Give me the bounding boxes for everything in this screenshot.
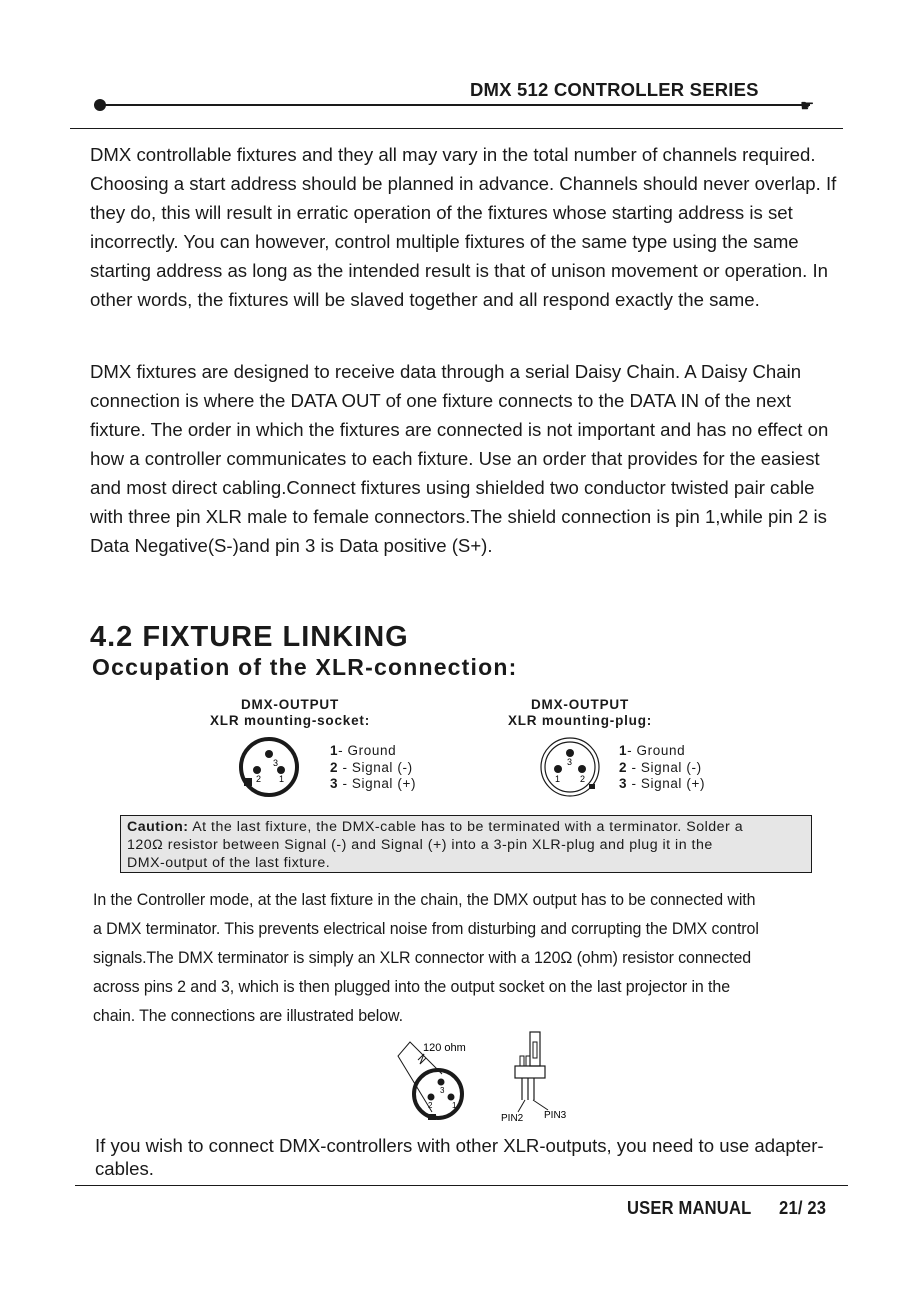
socket-pin-row: 1- Ground: [330, 743, 397, 758]
socket-heading-line2: XLR mounting-socket:: [210, 713, 370, 728]
terminator-pin-label-1: 1: [452, 1101, 457, 1110]
plug-heading-line1: DMX-OUTPUT: [531, 697, 629, 712]
caution-line-1: Caution: At the last fixture, the DMX-cable has to be terminated with a terminator. Solder a: [127, 819, 744, 835]
socket-pin-row: 3 - Signal (+): [330, 776, 417, 791]
plug-heading: [500, 697, 660, 729]
header-title: DMX 512 CONTROLLER SERIES: [470, 79, 759, 100]
socket-pin-label-1: 1: [279, 774, 285, 784]
xlr-plug-icon: [537, 734, 603, 800]
pin2-label: PIN2: [501, 1113, 524, 1124]
caution-box: [120, 815, 812, 873]
plug-heading-line2: XLR mounting-plug:: [507, 713, 653, 728]
plug-pin-list: [619, 743, 705, 793]
plug-pin-row: 1- Ground: [619, 743, 686, 758]
header-rule: [70, 128, 843, 129]
caution-line-3: DMX-output of the last fixture.: [127, 855, 331, 871]
plug-pin-row: 2 - Signal (-): [619, 759, 702, 775]
body-paragraph-4: If you wish to connect DMX-controllers with other XLR-outputs, you need to use adapter-cables.: [95, 1135, 824, 1179]
socket-pin-label-3: 3: [273, 758, 279, 768]
plug-pin-label-1: 1: [555, 774, 561, 784]
terminator-pin-label-2: 2: [428, 1101, 433, 1110]
footer: [627, 1198, 826, 1219]
resistor-label: 120 ohm: [423, 1042, 466, 1054]
footer-rule: [75, 1185, 848, 1186]
body-paragraph-3: In the Controller mode, at the last fixture in the chain, the DMX output has to be connected with a DMX terminator. This prevents electrical noise from disturbing and corrupting the DMX control signals.The DMX terminator is simply an XLR connector with a 120Ω (ohm) resistor connected across pins 2 and 3, which is then plugged into the output socket on the last projector in the chain. The connections are illustrated below.: [93, 890, 759, 1025]
plug-pin-label-2: 2: [580, 774, 586, 784]
terminator-pin-label-3: 3: [440, 1086, 445, 1095]
body-paragraph-2: DMX fixtures are designed to receive data through a serial Daisy Chain. A Daisy Chain connection is where the DATA OUT of one fixture connects to the DATA IN of the next fixture. The order in which the fixtures are connected is not important and has no effect on how a controller communicates to each fixture. Use an order that provides for the easiest and most direct cabling.Connect fixtures using shielded two conductor twisted pair cable with three pin XLR male to female connectors.The shield connection is pin 1,while pin 2 is Data Negative(S-)and pin 3 is Data positive (S+).: [90, 361, 829, 556]
section-title: 4.2 FIXTURE LINKING: [90, 621, 409, 653]
socket-pin-list: [330, 743, 416, 793]
caution-label: Caution:: [127, 819, 189, 835]
caution-line-2: 120Ω resistor between Signal (-) and Signal (+) into a 3-pin XLR-plug and plug it in the: [127, 837, 713, 853]
header-divider: [100, 104, 810, 106]
section-subtitle: Occupation of the XLR-connection:: [92, 654, 518, 680]
socket-pin-label-2: 2: [256, 774, 262, 784]
footer-manual-label: USER MANUAL: [627, 1198, 752, 1218]
socket-heading-line1: DMX-OUTPUT: [241, 697, 339, 712]
xlr-socket-icon: [236, 734, 302, 800]
footer-page-number: 21/ 23: [779, 1198, 827, 1218]
socket-pin-row: 2 - Signal (-): [330, 759, 413, 775]
pointing-hand-icon: ☛: [800, 98, 815, 115]
plug-pin-row: 3 - Signal (+): [619, 776, 706, 791]
terminator-diagram: [380, 1028, 580, 1124]
socket-heading: [200, 697, 380, 729]
plug-pin-label-3: 3: [567, 757, 573, 767]
pin3-label: PIN3: [544, 1110, 567, 1121]
body-paragraph-1: DMX controllable fixtures and they all may vary in the total number of channels required. Choosing a start address should be planned in advance. Channels should never overlap. If they do, this will result in erratic operation of the fixtures whose starting address is set incorrectly. You can however, control multiple fixtures of the same type using the same starting address as long as the intended result is that of unison movement or operation. In other words, the fixtures will be slaved together and all respond exactly the same.: [90, 144, 837, 310]
